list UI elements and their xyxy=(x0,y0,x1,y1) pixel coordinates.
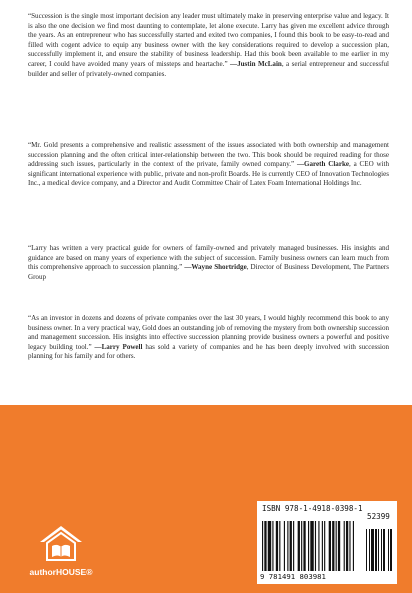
endorsement-quote xyxy=(28,314,389,362)
quote-text: “Succession is the single most important decision any leader must ultimately make in preserving enterprise value and legacy. It is also the one decision we find most daunting to contemplate, let alone execute. Larry has given me excellent advice through the years. As an entrepreneur who has successfully started and exited two companies, I found this book to be easy-to-read and filled with cogent advice to equip any business owner with the key considerations required to develop a succession plan, successfully implement it, and ensure the stability of business leadership. Had this book been available to me earlier in my career, I could have avoided many years of missteps and heartache.” xyxy=(28,12,389,68)
house-book-icon xyxy=(34,524,88,564)
price-code: 52399 xyxy=(367,512,390,521)
barcode-bars xyxy=(262,521,394,571)
isbn-label: ISBN 978-1-4918-0398-1 xyxy=(262,504,363,513)
endorsement-quote xyxy=(28,141,389,189)
endorsement-quote xyxy=(28,244,389,282)
publisher-logo xyxy=(16,524,106,584)
cover-footer xyxy=(0,405,412,593)
quote-affiliation: , a CEO with significant international experience with public, private and non-profit Boards. He is currently CEO of Innovation Technologies Inc., a medical device company, and a Director and Audit Committee Chair of Latex Foam International Holdings Inc. xyxy=(28,160,390,188)
quote-attribution: —Larry Powell xyxy=(94,342,143,351)
endorsement-quote xyxy=(28,12,389,79)
quote-affiliation: , Director of Business Development, The Partners Group xyxy=(28,263,389,281)
quote-attribution: —Wayne Shortridge xyxy=(184,263,247,272)
quote-affiliation: , a serial entrepreneur and successful builder and seller of privately-owned companies. xyxy=(28,59,389,78)
quote-text: “Mr. Gold presents a comprehensive and realistic assessment of the issues associated with both ownership and management succession planning and the often critical inter-relationship between the two. This book should be required reading for those addressing such issues, particularly in the context of the private, family owned company.” xyxy=(28,141,389,169)
quote-attribution: —Gareth Clarke xyxy=(296,160,350,169)
publisher-name: authorHOUSE® xyxy=(29,567,93,577)
quote-affiliation: has sold a variety of companies and he has been deeply involved with succession planning for his family and for others. xyxy=(28,342,389,361)
isbn-digits: 9 781491 803981 xyxy=(260,572,326,581)
quote-attribution: —Justin McLain xyxy=(230,59,282,68)
isbn-barcode xyxy=(257,501,397,584)
quote-text: “As an investor in dozens and dozens of private companies over the last 30 years, I would highly recommend this book to any business owner. In a very practical way, Gold does an outstanding job of removing the mystery from both ownership succession and management succession. His insights into effective succession planning provide business owners a powerful and positive legacy building tool.” xyxy=(28,314,389,351)
quote-text: “Larry has written a very practical guide for owners of family-owned and privately managed businesses. His insights and guidance are based on many years of experience with the subject of succession. Family business owners can learn much from this comprehensive approach to succession planning.” xyxy=(28,244,389,272)
